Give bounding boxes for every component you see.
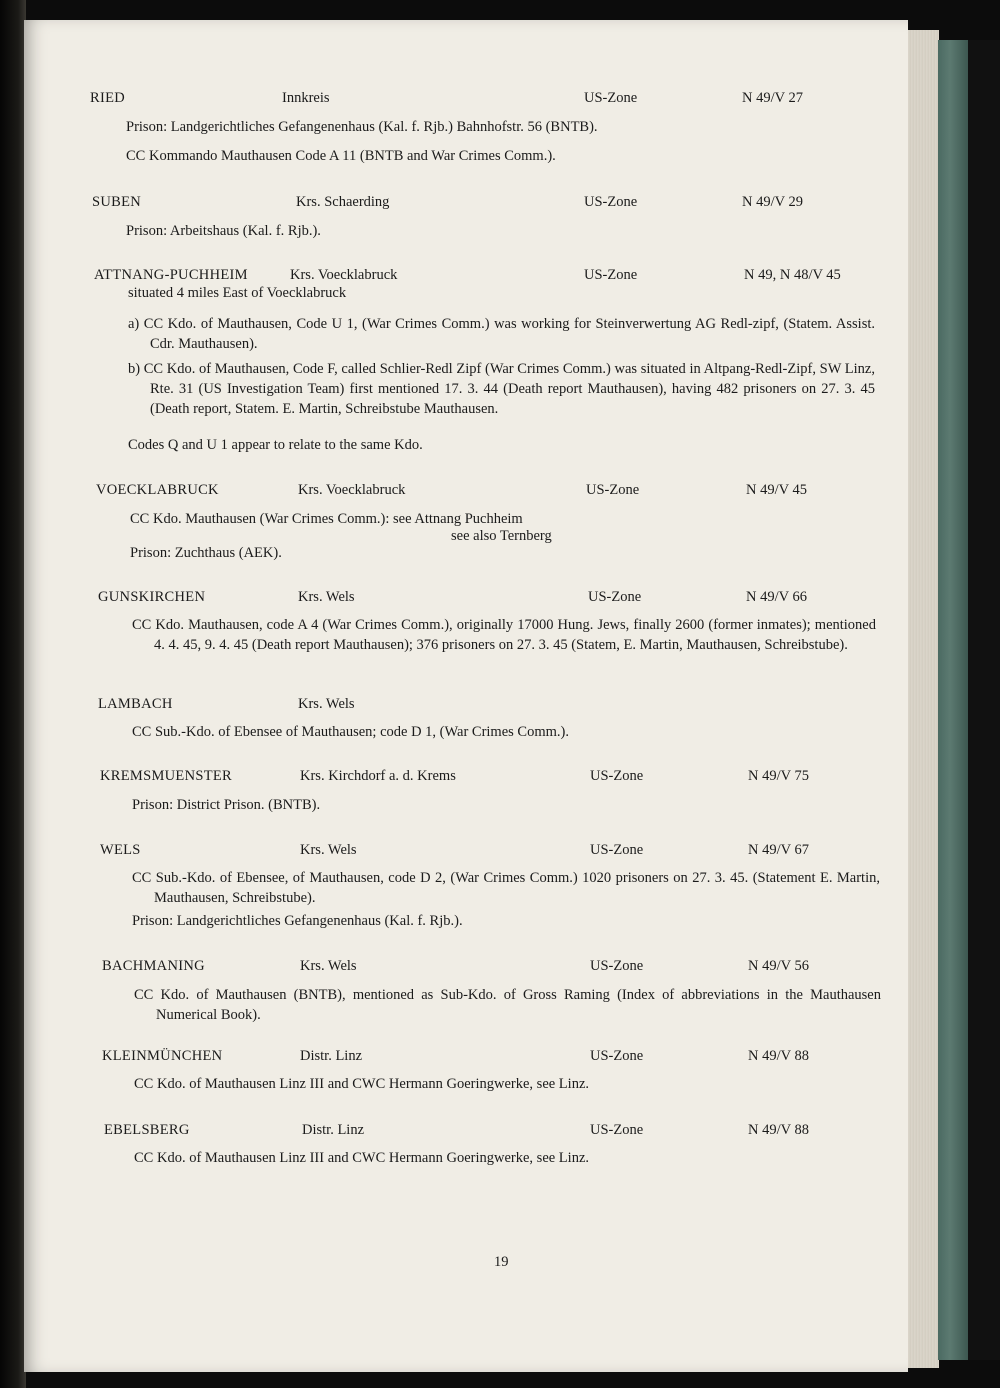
reference: N 49/V 67 <box>748 842 809 858</box>
entry-paragraph: CC Kdo. Mauthausen, code A 4 (War Crimes Comm.), originally 17000 Hung. Jews, finally 2600 (former inmates); mentioned 4. 4. 45, 9. 4. 45 (Death report Mauthausen); 376 prisoners on 27. 3. 45 (Statem, E. Martin, Mauthausen, Schreibstube). <box>132 617 876 653</box>
zone: US-Zone <box>590 1122 644 1138</box>
district: Krs. Schaerding <box>296 194 390 210</box>
zone: US-Zone <box>590 958 644 974</box>
district: Krs. Kirchdorf a. d. Krems <box>300 768 456 784</box>
entry-text: see also Ternberg <box>451 528 552 544</box>
entry-text: situated 4 miles East of Voecklabruck <box>128 285 347 301</box>
reference: N 49/V 88 <box>748 1048 809 1064</box>
place-name: SUBEN <box>92 194 142 210</box>
place-name: GUNSKIRCHEN <box>98 589 206 605</box>
reference: N 49, N 48/V 45 <box>744 267 841 283</box>
place-name: RIED <box>90 90 126 106</box>
zone: US-Zone <box>590 768 644 784</box>
district: Distr. Linz <box>300 1048 363 1064</box>
entry-text: CC Kdo. Mauthausen (War Crimes Comm.): see Attnang Puchheim <box>130 511 523 527</box>
entry-text: Prison: Landgerichtliches Gefangenenhaus (Kal. f. Rjb.). <box>132 913 463 929</box>
entry-text: Prison: District Prison. (BNTB). <box>132 797 321 813</box>
entry-paragraph-a: a) CC Kdo. of Mauthausen, Code U 1, (War Crimes Comm.) was working for Steinverwertung AG Redl-zipf, (Statem. Assist. Cdr. Mauthausen). <box>128 316 875 352</box>
district: Distr. Linz <box>302 1122 365 1138</box>
page-edges <box>906 30 939 1368</box>
place-name: EBELSBERG <box>104 1122 190 1138</box>
entry-text: Prison: Zuchthaus (AEK). <box>130 545 282 561</box>
entry-text: CC Kommando Mauthausen Code A 11 (BNTB and War Crimes Comm.). <box>126 148 556 164</box>
district: Krs. Wels <box>300 842 357 858</box>
entry-text: Codes Q and U 1 appear to relate to the same Kdo. <box>128 437 423 453</box>
district: Krs. Wels <box>298 589 355 605</box>
zone: US-Zone <box>590 842 644 858</box>
entry-text: CC Sub.-Kdo. of Ebensee of Mauthausen; code D 1, (War Crimes Comm.). <box>132 724 569 740</box>
entry-paragraph: CC Sub.-Kdo. of Ebensee, of Mauthausen, code D 2, (War Crimes Comm.) 1020 prisoners on 27. 3. 45. (Statement E. Martin, Mauthausen, Schreibstube). <box>132 870 880 906</box>
background-shadow <box>968 40 1000 1360</box>
zone: US-Zone <box>584 267 638 283</box>
zone: US-Zone <box>588 589 642 605</box>
place-name: ATTNANG-PUCHHEIM <box>94 267 248 283</box>
reference: N 49/V 29 <box>742 194 803 210</box>
place-name: LAMBACH <box>98 696 173 712</box>
reference: N 49/V 88 <box>748 1122 809 1138</box>
district: Krs. Voecklabruck <box>298 482 406 498</box>
book-cover <box>938 40 968 1360</box>
zone: US-Zone <box>584 90 638 106</box>
entry-text: CC Kdo. of Mauthausen Linz III and CWC Hermann Goeringwerke, see Linz. <box>134 1076 590 1092</box>
district: Krs. Wels <box>298 696 355 712</box>
place-name: KLEINMÜNCHEN <box>102 1048 223 1064</box>
district: Krs. Voecklabruck <box>290 267 398 283</box>
reference: N 49/V 66 <box>746 589 807 605</box>
place-name: WELS <box>100 842 141 858</box>
entry-text: Prison: Landgerichtliches Gefangenenhaus (Kal. f. Rjb.) Bahnhofstr. 56 (BNTB). <box>126 119 598 135</box>
place-name: BACHMANING <box>102 958 205 974</box>
entry-paragraph-b: b) CC Kdo. of Mauthausen, Code F, called Schlier-Redl Zipf (War Crimes Comm.) was situated in Altpang-Redl-Zipf, SW Linz, Rte. 31 (US Investigation Team) first mentioned 17. 3. 44 (Death report Mauthausen), having 482 prisoners on 27. 3. 45 (Death report, Statem. E. Martin, Schreibstube Mauthausen. <box>128 361 875 417</box>
entry-text: CC Kdo. of Mauthausen Linz III and CWC Hermann Goeringwerke, see Linz. <box>134 1150 590 1166</box>
reference: N 49/V 27 <box>742 90 803 106</box>
zone: US-Zone <box>586 482 640 498</box>
district: Krs. Wels <box>300 958 357 974</box>
district: Innkreis <box>282 90 330 106</box>
reference: N 49/V 75 <box>748 768 809 784</box>
place-name: VOECKLABRUCK <box>96 482 219 498</box>
entry-text: Prison: Arbeitshaus (Kal. f. Rjb.). <box>126 223 321 239</box>
book-page <box>24 20 908 1372</box>
book-binding <box>0 0 26 1388</box>
place-name: KREMSMUENSTER <box>100 768 232 784</box>
page-number: 19 <box>494 1254 509 1270</box>
reference: N 49/V 56 <box>748 958 809 974</box>
entry-paragraph: CC Kdo. of Mauthausen (BNTB), mentioned as Sub-Kdo. of Gross Raming (Index of abbreviations in the Mauthausen Numerical Book). <box>134 987 881 1023</box>
reference: N 49/V 45 <box>746 482 807 498</box>
zone: US-Zone <box>584 194 638 210</box>
zone: US-Zone <box>590 1048 644 1064</box>
